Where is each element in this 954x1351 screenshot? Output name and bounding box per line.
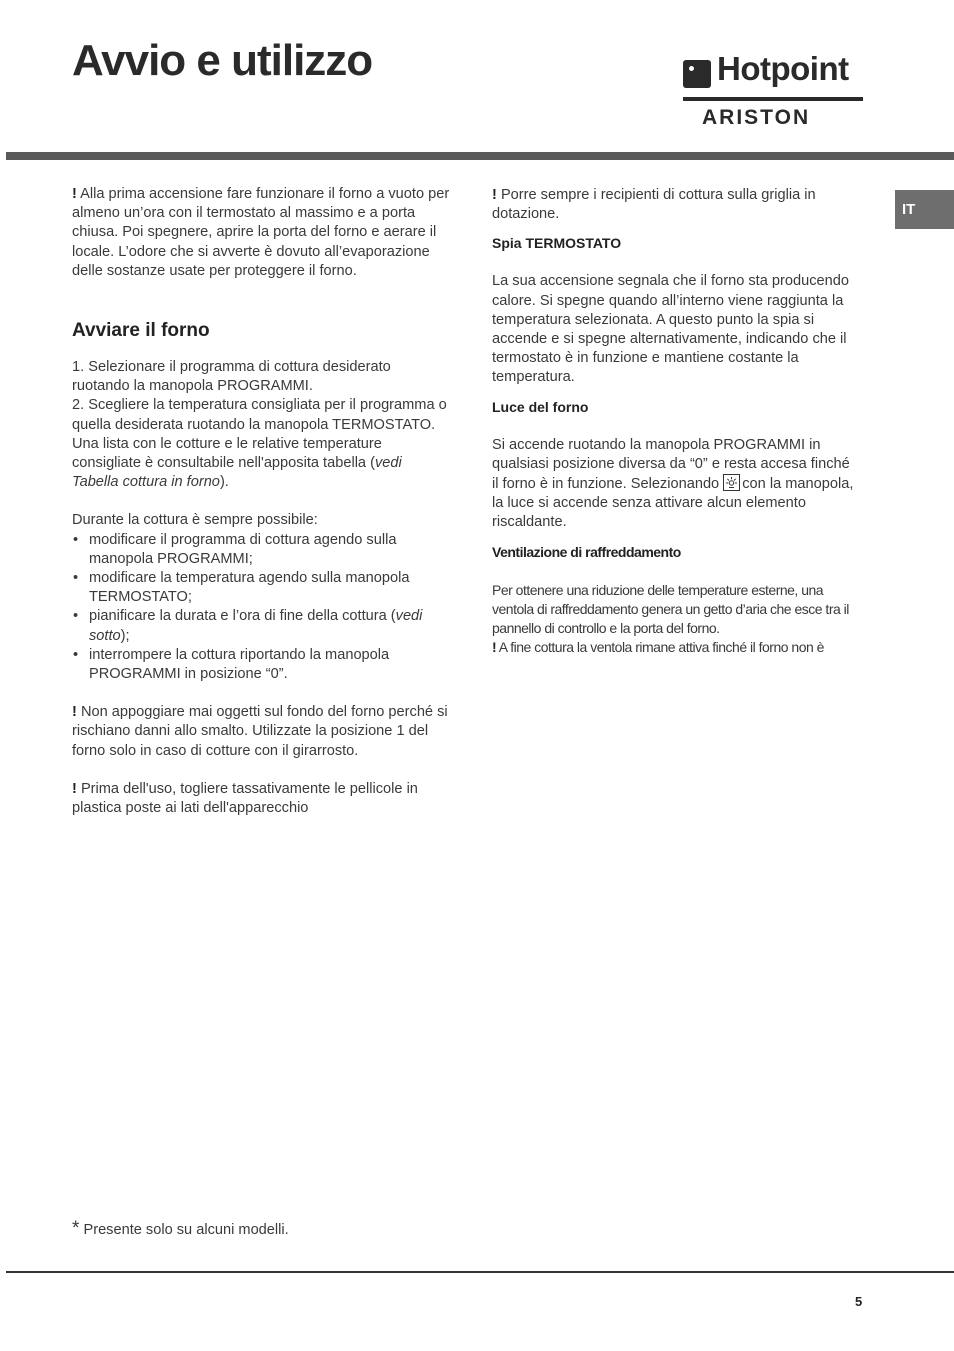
warning-mark: ! bbox=[72, 704, 77, 721]
logo-sub-name: ARISTON bbox=[702, 106, 811, 129]
ventilation-warning bbox=[492, 638, 857, 657]
footnote-text: Presente solo su alcuni modelli. bbox=[83, 1222, 289, 1238]
possibilities-list bbox=[72, 531, 450, 685]
logo-mark-icon bbox=[683, 60, 711, 88]
step-1: 1. Selezionare il programma di cottura desiderato ruotando la manopola PROGRAMMI. bbox=[72, 359, 391, 395]
list-item: • modificare il programma di cottura agendo sulla manopola PROGRAMMI; bbox=[72, 531, 450, 569]
table-reference-end: ). bbox=[219, 474, 229, 491]
list-item-link: vedi sotto bbox=[89, 608, 423, 644]
warning-note bbox=[72, 703, 450, 761]
list-item: • modificare la temperatura agendo sulla manopola TERMOSTATO; bbox=[72, 569, 450, 607]
header-divider bbox=[6, 152, 954, 160]
page-number: 5 bbox=[855, 1294, 863, 1309]
page-title: Avvio e utilizzo bbox=[72, 36, 373, 85]
logo-divider bbox=[683, 97, 863, 101]
warning-mark: ! bbox=[72, 780, 77, 797]
warning-note-text: Non appoggiare mai oggetti sul fondo del forno perché si rischiano danni allo smalto. Utilizzate la posizione 1 del forno solo in caso di cotture con il girarrosto. bbox=[72, 704, 448, 759]
list-item-end: ); bbox=[120, 627, 130, 644]
luce-description-text: Si accende ruotando la manopola PROGRAMMI in qualsiasi posizione diversa da “0” e resta accesa finché il forno è in funzione. Selezionando bbox=[492, 436, 850, 493]
ventilation-warning-text: A fine cottura la ventola rimane attiva finché il forno non è bbox=[498, 638, 824, 655]
list-item-text: pianificare la durata e l’ora di fine della cottura ( bbox=[89, 608, 396, 625]
luce-description-end: con la manopola, la luce si accende senza attivare alcun elemento riscaldante. bbox=[492, 476, 854, 531]
left-column bbox=[72, 185, 450, 818]
spia-heading: Spia TERMOSTATO bbox=[492, 235, 622, 252]
table-reference-link: vedi Tabella cottura in forno bbox=[72, 455, 402, 491]
language-tab: IT bbox=[895, 190, 954, 229]
ventilation-heading: Ventilazione di raffreddamento bbox=[492, 543, 681, 560]
footnote bbox=[72, 1218, 289, 1240]
table-reference bbox=[72, 435, 450, 493]
spia-description: La sua accensione segnala che il forno sta producendo calore. Si spegne quando all’interno viene raggiunta la temperatura selezionata. A questo punto la spia si accende e si spegne alternativamente, indicando che il termostato è in funzione e mantiene costante la temperatura. bbox=[492, 273, 849, 386]
warning-note bbox=[72, 780, 450, 818]
oven-light-icon bbox=[723, 474, 740, 491]
ventilation-description: Per ottenere una riduzione delle temperature esterne, una ventola di raffreddamento genera un getto d’aria che esce tra il pannello di controllo e la porta del forno. bbox=[492, 581, 849, 636]
brand-logo bbox=[683, 50, 863, 130]
footer-divider bbox=[6, 1271, 954, 1273]
step-2: 2. Scegliere la temperatura consigliata per il programma o quella desiderata ruotando la manopola TERMOSTATO. bbox=[72, 397, 447, 433]
warning-mark: ! bbox=[492, 187, 497, 203]
logo-brand-name: Hotpoint bbox=[717, 50, 849, 87]
intro-note bbox=[72, 185, 450, 281]
during-intro: Durante la cottura è sempre possibile: bbox=[72, 512, 318, 529]
luce-heading: Luce del forno bbox=[492, 398, 589, 415]
list-item: • interrompere la cottura riportando la manopola PROGRAMMI in posizione “0”. bbox=[72, 646, 450, 684]
luce-description bbox=[492, 436, 857, 533]
warning-note-text: Prima dell'uso, togliere tassativamente le pellicole in plastica poste ai lati dell'apparecchio bbox=[72, 780, 418, 817]
section-heading: Avviare il forno bbox=[72, 320, 210, 342]
intro-note-text: Porre sempre i recipienti di cottura sulla griglia in dotazione. bbox=[492, 187, 816, 223]
list-item bbox=[72, 607, 450, 645]
footnote-star: * bbox=[72, 1218, 80, 1239]
intro-note bbox=[492, 186, 857, 224]
warning-mark: ! bbox=[72, 186, 77, 202]
intro-note-text: Alla prima accensione fare funzionare il forno a vuoto per almeno un’ora con il termostato al massimo e a porta chiusa. Poi spegnere, aprire la porta del forno e aerare il locale. L’odore che si avverte è dovuto all’evaporazione delle sostanze usate per proteggere il forno. bbox=[72, 186, 450, 279]
right-column bbox=[492, 186, 857, 657]
warning-mark: ! bbox=[492, 638, 497, 655]
table-reference-text: Una lista con le cotture e le relative temperature consigliate è consultabile nell'apposita tabella ( bbox=[72, 435, 382, 472]
